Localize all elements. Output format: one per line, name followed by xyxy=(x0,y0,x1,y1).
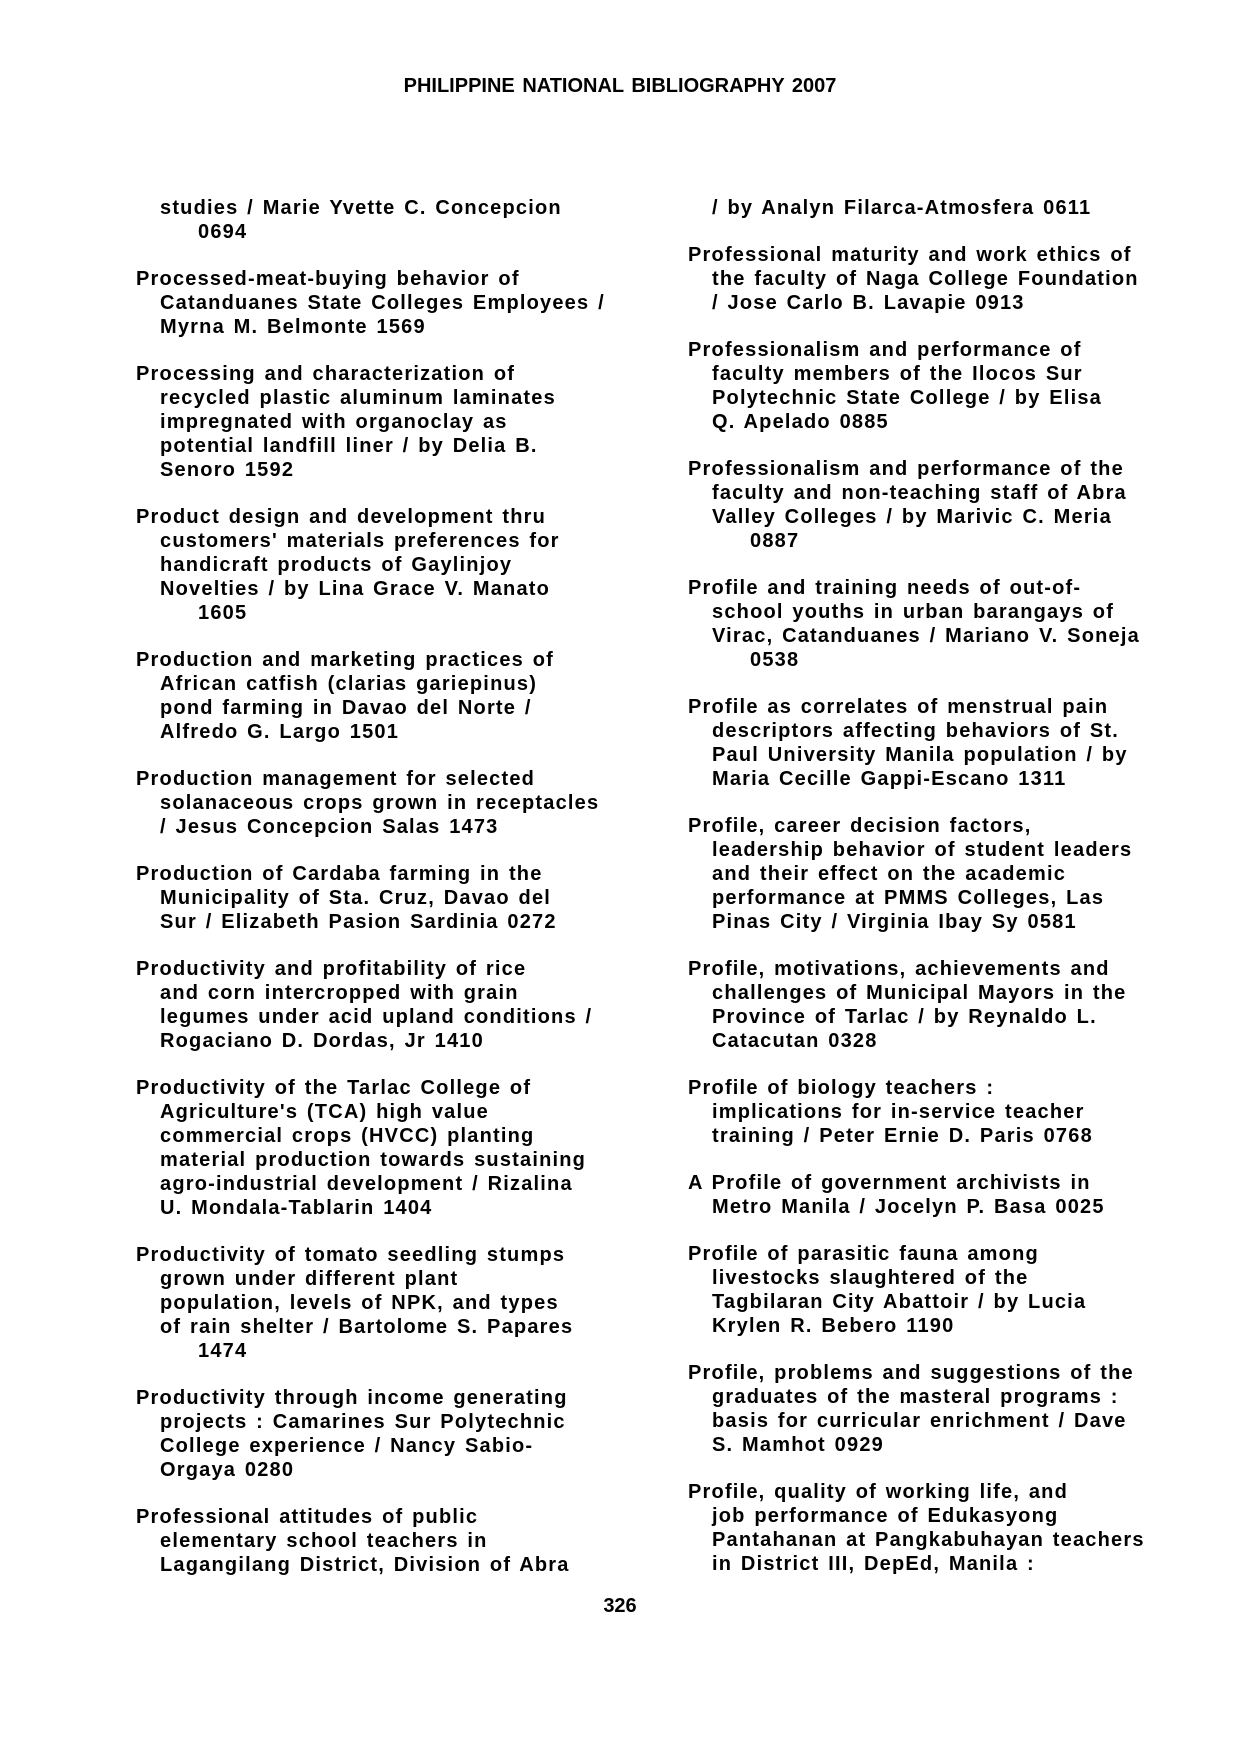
entry-line: school youths in urban barangays of xyxy=(712,601,1115,623)
entry-line: African catfish (clarias gariepinus) xyxy=(160,673,538,695)
bibliography-entry xyxy=(688,1361,1218,1457)
entry-line: Orgaya 0280 xyxy=(160,1459,295,1481)
entry-line: in District III, DepEd, Manila : xyxy=(712,1553,1035,1575)
entry-line: U. Mondala-Tablarin 1404 xyxy=(160,1197,433,1219)
entry-line: Productivity of the Tarlac College of xyxy=(136,1077,532,1099)
entry-line: the faculty of Naga College Foundation xyxy=(712,268,1139,290)
entry-line: Paul University Manila population / by xyxy=(712,744,1128,766)
bibliography-entry xyxy=(136,267,666,339)
entry-line: A Profile of government archivists in xyxy=(688,1172,1091,1194)
entry-line: Province of Tarlac / by Reynaldo L. xyxy=(712,1006,1097,1028)
entry-line: population, levels of NPK, and types xyxy=(160,1292,559,1314)
entry-line: descriptors affecting behaviors of St. xyxy=(712,720,1120,742)
entry-line: Productivity and profitability of rice xyxy=(136,958,527,980)
bibliography-entry xyxy=(136,196,666,244)
entry-line: Rogaciano D. Dordas, Jr 1410 xyxy=(160,1030,484,1052)
bibliography-entry xyxy=(688,957,1218,1053)
entry-line: Profile and training needs of out-of- xyxy=(688,577,1082,599)
entry-line: of rain shelter / Bartolome S. Papares xyxy=(160,1316,574,1338)
left-column xyxy=(136,196,666,1600)
entry-line: 1474 xyxy=(198,1340,248,1362)
entry-line: livestocks slaughtered of the xyxy=(712,1267,1029,1289)
entry-line: Myrna M. Belmonte 1569 xyxy=(160,316,426,338)
entry-line: impregnated with organoclay as xyxy=(160,411,508,433)
entry-line: Virac, Catanduanes / Mariano V. Soneja xyxy=(712,625,1140,647)
entry-line: Profile of biology teachers : xyxy=(688,1077,995,1099)
entry-line: Q. Apelado 0885 xyxy=(712,411,889,433)
entry-line: 0694 xyxy=(198,221,248,243)
entry-line: Professional maturity and work ethics of xyxy=(688,244,1132,266)
entry-line: Agriculture's (TCA) high value xyxy=(160,1101,490,1123)
bibliography-entry xyxy=(136,1076,666,1220)
bibliography-entry xyxy=(136,362,666,482)
entry-line: Polytechnic State College / by Elisa xyxy=(712,387,1102,409)
entry-line: Professionalism and performance of the xyxy=(688,458,1124,480)
entry-line: performance at PMMS Colleges, Las xyxy=(712,887,1105,909)
bibliography-entry xyxy=(688,243,1218,315)
entry-line: material production towards sustaining xyxy=(160,1149,587,1171)
entry-line: Processing and characterization of xyxy=(136,363,516,385)
entry-line: Professionalism and performance of xyxy=(688,339,1082,361)
entry-line: Productivity of tomato seedling stumps xyxy=(136,1244,566,1266)
entry-line: studies / Marie Yvette C. Concepcion xyxy=(160,197,562,219)
bibliography-entry xyxy=(136,1505,666,1577)
entry-line: basis for curricular enrichment / Dave xyxy=(712,1410,1127,1432)
bibliography-entry xyxy=(688,1480,1218,1576)
entry-line: training / Peter Ernie D. Paris 0768 xyxy=(712,1125,1093,1147)
bibliography-entry xyxy=(136,648,666,744)
entry-line: Profile, problems and suggestions of the xyxy=(688,1362,1134,1384)
entry-line: faculty members of the Ilocos Sur xyxy=(712,363,1083,385)
entry-line: Production of Cardaba farming in the xyxy=(136,863,543,885)
entry-line: faculty and non-teaching staff of Abra xyxy=(712,482,1127,504)
bibliography-entry xyxy=(136,505,666,625)
entry-line: solanaceous crops grown in receptacles xyxy=(160,792,600,814)
entry-line: commercial crops (HVCC) planting xyxy=(160,1125,535,1147)
entry-line: Product design and development thru xyxy=(136,506,547,528)
bibliography-entry xyxy=(136,767,666,839)
entry-line: / Jose Carlo B. Lavapie 0913 xyxy=(712,292,1025,314)
entry-line: Production management for selected xyxy=(136,768,536,790)
entry-line: College experience / Nancy Sabio- xyxy=(160,1435,534,1457)
entry-line: Pantahanan at Pangkabuhayan teachers xyxy=(712,1529,1145,1551)
entry-line: Municipality of Sta. Cruz, Davao del xyxy=(160,887,552,909)
entry-line: pond farming in Davao del Norte / xyxy=(160,697,532,719)
entry-line: 0887 xyxy=(750,530,800,552)
entry-line: challenges of Municipal Mayors in the xyxy=(712,982,1127,1004)
bibliography-entry xyxy=(688,1076,1218,1148)
entry-line: 0538 xyxy=(750,649,800,671)
entry-line: Profile, motivations, achievements and xyxy=(688,958,1110,980)
bibliography-entry xyxy=(688,814,1218,934)
entry-line: job performance of Edukasyong xyxy=(712,1505,1059,1527)
entry-line: Tagbilaran City Abattoir / by Lucia xyxy=(712,1291,1087,1313)
entry-line: Profile, career decision factors, xyxy=(688,815,1032,837)
bibliography-entry xyxy=(136,1243,666,1363)
entry-line: 1605 xyxy=(198,602,248,624)
entry-line: Production and marketing practices of xyxy=(136,649,555,671)
entry-line: Novelties / by Lina Grace V. Manato xyxy=(160,578,551,600)
bibliography-entry xyxy=(136,957,666,1053)
entry-line: graduates of the masteral programs : xyxy=(712,1386,1119,1408)
bibliography-entry xyxy=(136,862,666,934)
entry-line: / by Analyn Filarca-Atmosfera 0611 xyxy=(712,197,1092,219)
entry-line: Pinas City / Virginia Ibay Sy 0581 xyxy=(712,911,1077,933)
entry-line: Lagangilang District, Division of Abra xyxy=(160,1554,570,1576)
bibliography-entry xyxy=(688,196,1218,220)
entry-line: Productivity through income generating xyxy=(136,1387,568,1409)
bibliography-entry xyxy=(688,457,1218,553)
entry-line: agro-industrial development / Rizalina xyxy=(160,1173,573,1195)
entry-line: Alfredo G. Largo 1501 xyxy=(160,721,400,743)
entry-line: Profile of parasitic fauna among xyxy=(688,1243,1039,1265)
entry-line: elementary school teachers in xyxy=(160,1530,488,1552)
page-header: PHILIPPINE NATIONAL BIBLIOGRAPHY 2007 xyxy=(403,75,837,97)
entry-line: Professional attitudes of public xyxy=(136,1506,479,1528)
bibliography-entry xyxy=(688,338,1218,434)
entry-line: potential landfill liner / by Delia B. xyxy=(160,435,538,457)
entry-line: recycled plastic aluminum laminates xyxy=(160,387,556,409)
entry-line: Krylen R. Bebero 1190 xyxy=(712,1315,955,1337)
entry-line: / Jesus Concepcion Salas 1473 xyxy=(160,816,499,838)
entry-line: Valley Colleges / by Marivic C. Meria xyxy=(712,506,1112,528)
entry-line: Maria Cecille Gappi-Escano 1311 xyxy=(712,768,1067,790)
entry-line: Catanduanes State Colleges Employees / xyxy=(160,292,605,314)
entry-line: Metro Manila / Jocelyn P. Basa 0025 xyxy=(712,1196,1105,1218)
entry-line: grown under different plant xyxy=(160,1268,459,1290)
entry-line: Profile as correlates of menstrual pain xyxy=(688,696,1109,718)
entry-line: and their effect on the academic xyxy=(712,863,1067,885)
right-column xyxy=(688,196,1218,1599)
bibliography-entry xyxy=(688,1242,1218,1338)
entry-line: handicraft products of Gaylinjoy xyxy=(160,554,513,576)
entry-line: and corn intercropped with grain xyxy=(160,982,519,1004)
entry-line: Senoro 1592 xyxy=(160,459,295,481)
entry-line: Catacutan 0328 xyxy=(712,1030,878,1052)
entry-line: projects : Camarines Sur Polytechnic xyxy=(160,1411,566,1433)
bibliography-entry xyxy=(688,695,1218,791)
entry-line: S. Mamhot 0929 xyxy=(712,1434,884,1456)
entry-line: leadership behavior of student leaders xyxy=(712,839,1133,861)
bibliography-entry xyxy=(688,576,1218,672)
entry-line: customers' materials preferences for xyxy=(160,530,560,552)
entry-line: Processed-meat-buying behavior of xyxy=(136,268,520,290)
entry-line: legumes under acid upland conditions / xyxy=(160,1006,593,1028)
bibliography-entry xyxy=(136,1386,666,1482)
entry-line: Profile, quality of working life, and xyxy=(688,1481,1068,1503)
page-number: 326 xyxy=(603,1595,637,1617)
entry-line: implications for in-service teacher xyxy=(712,1101,1085,1123)
entry-line: Sur / Elizabeth Pasion Sardinia 0272 xyxy=(160,911,557,933)
bibliography-entry xyxy=(688,1171,1218,1219)
